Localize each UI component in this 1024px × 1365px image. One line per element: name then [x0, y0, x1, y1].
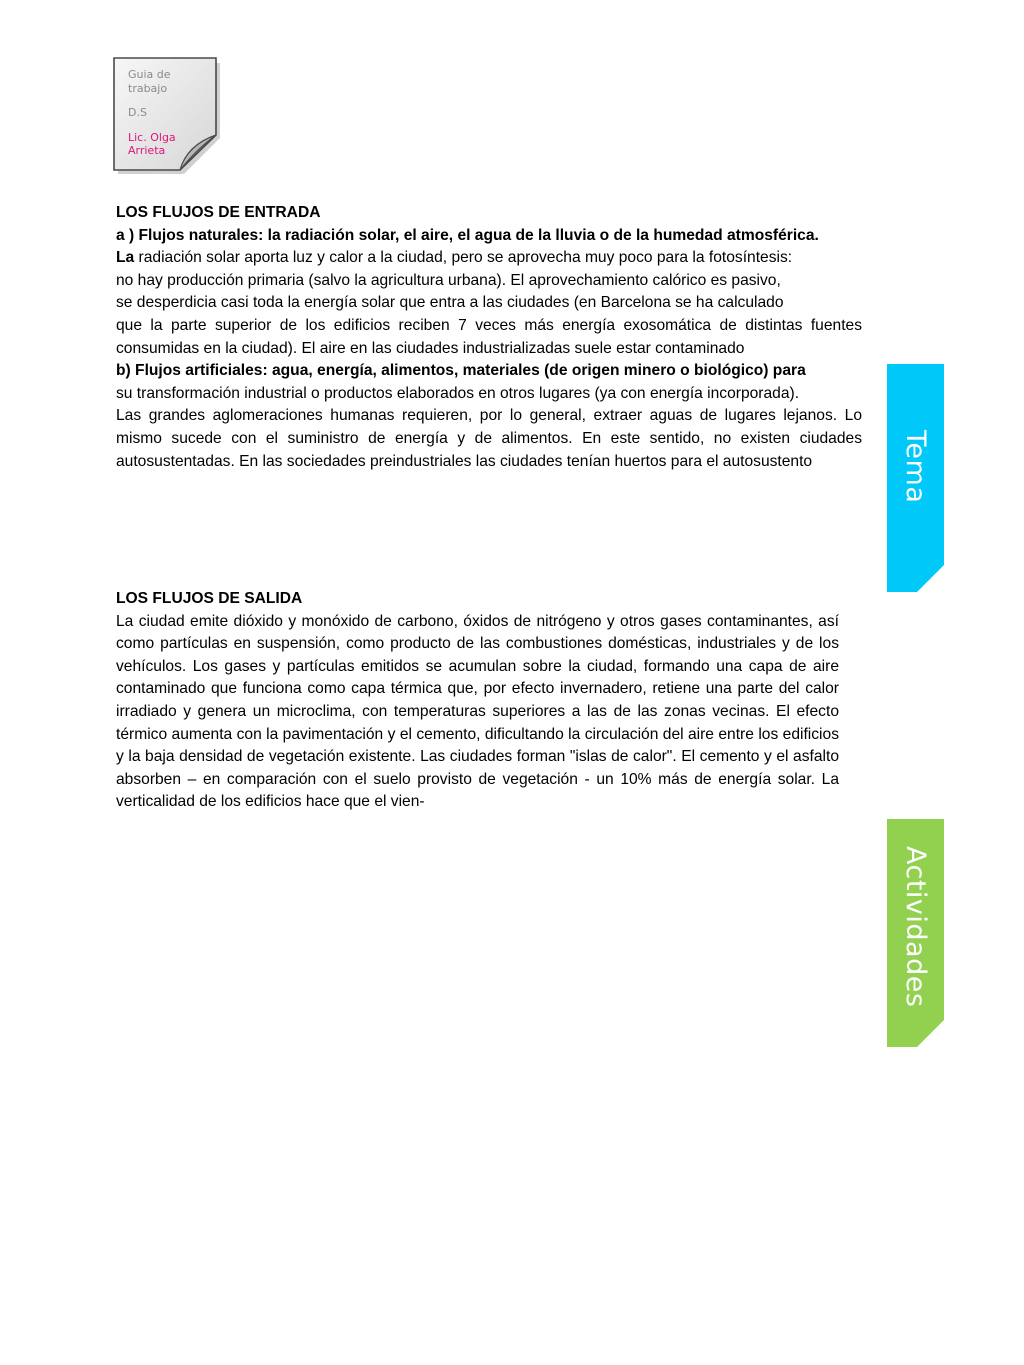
natural-flows-line-2: no hay producción primaria (salvo la agricultura urbana). El aprovechamiento calórico es pasivo, — [116, 271, 781, 289]
tab-tema-label: Tema — [900, 430, 931, 504]
artificial-flows-title: b) Flujos artificiales: agua, energía, alimentos, materiales (de origen minero o biológico) para — [116, 362, 806, 380]
artificial-flows-body-2: Las grandes aglomeraciones humanas requieren, por lo general, extraer aguas de lugares lejanos. Lo mismo sucede con el suministro de energía y de alimentos. En este sentido, no existen ciudades autosustentadas. En las sociedades preindustriales las ciudades tenían huertos para el autosustento — [116, 407, 862, 470]
salida-heading: LOS FLUJOS DE SALIDA — [116, 590, 303, 607]
entrada-heading: LOS FLUJOS DE ENTRADA — [116, 204, 321, 221]
note-title: Guia de trabajo — [128, 68, 171, 95]
header-note — [113, 57, 217, 171]
salida-section — [116, 588, 839, 814]
natural-flows-lead: La — [116, 249, 135, 267]
note-author: Lic. Olga Arrieta — [128, 130, 176, 157]
natural-flows-line-3: se desperdicia casi toda la energía solar que entra a las ciudades (en Barcelona se ha calculado — [116, 294, 784, 312]
natural-flows-line-1-text: radiación solar aporta luz y calor a la ciudad, pero se aprovecha muy poco para la fotosíntesis: — [134, 249, 793, 267]
salida-body: La ciudad emite dióxido y monóxido de carbono, óxidos de nitrógeno y otros gases contaminantes, así como partículas en suspensión, como producto de las combustiones domésticas, industriales y de los vehículos. Los gases y partículas emitidos se acumulan sobre la ciudad, formando una capa de aire contaminado que funciona como capa térmica que, por efecto invernadero, retiene una parte del calor irradiado y genera un microclima, con temperaturas superiores a las de las zonas vecinas. El efecto térmico aumenta con la pavimentación y el cemento, dificultando la circulación del aire entre los edificios y la baja densidad de vegetación existente. Las ciudades forman "islas de calor". El cemento y el asfalto absorben – en comparación con el suelo provisto de vegetación - un 10% más de energía solar. La verticalidad de los edificios hace que el vien- — [116, 612, 839, 811]
natural-flows-title: a ) Flujos naturales: la radiación solar, el aire, el agua de la lluvia o de la humedad atmosférica. — [116, 226, 819, 244]
artificial-flows-body: su transformación industrial o productos elaborados en otros lugares (ya con energía incorporada). — [116, 384, 800, 402]
tab-actividades-label: Actividades — [900, 846, 931, 1008]
natural-flows-body: que la parte superior de los edificios reciben 7 veces más energía exosomática de distintas fuentes consumidas en la ciudad). El aire en las ciudades industrializadas suele estar contaminado — [116, 316, 862, 357]
tab-actividades[interactable] — [887, 819, 944, 1047]
note-subject: D.S — [128, 106, 147, 119]
tab-tema[interactable] — [887, 364, 944, 592]
natural-flows-line-1 — [116, 247, 862, 270]
entrada-section — [116, 202, 862, 473]
